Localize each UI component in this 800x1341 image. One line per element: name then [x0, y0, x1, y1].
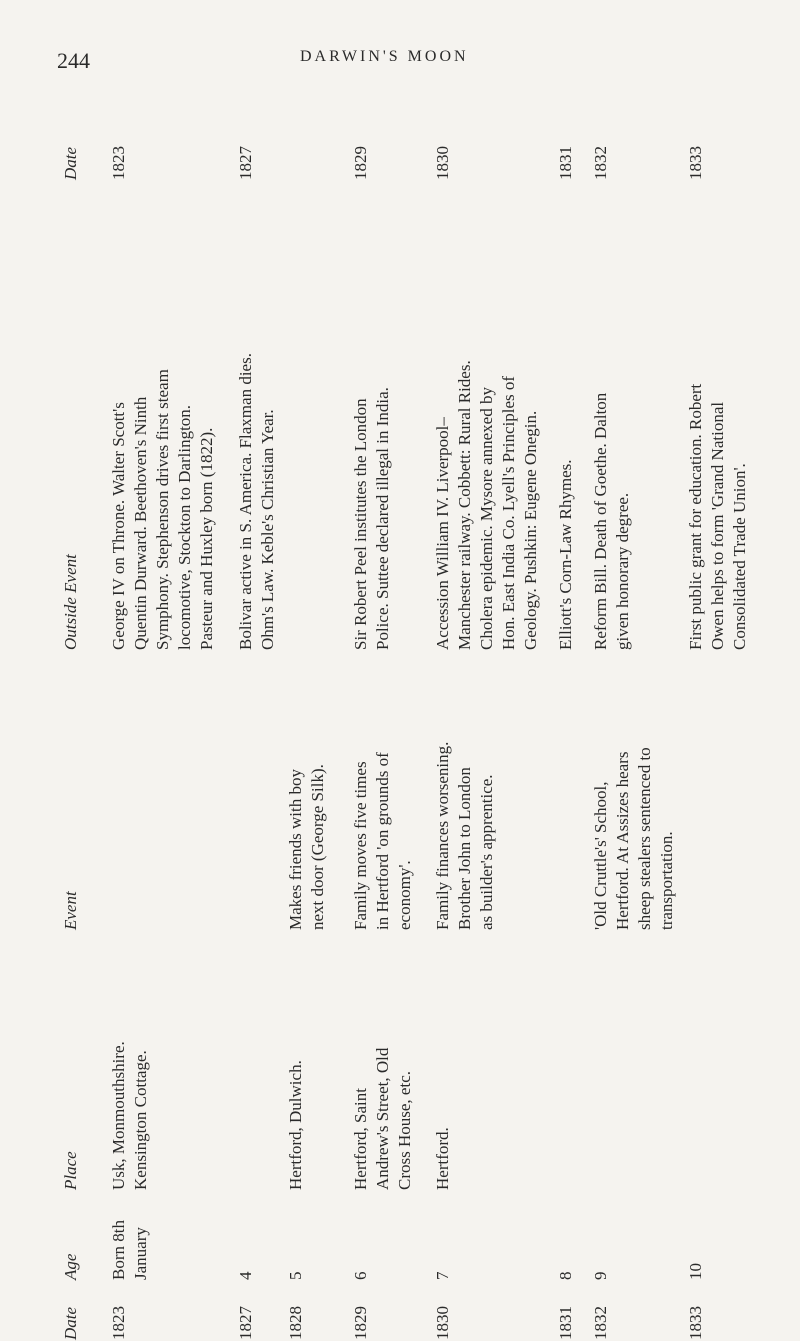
- row-date-right: 1831: [556, 146, 575, 180]
- header-date: Date: [61, 1306, 80, 1340]
- page-header: [0, 0, 800, 90]
- row-date-right: 1823: [109, 146, 128, 180]
- row-date-right: 1830: [433, 146, 452, 180]
- row-place: Hertford.: [433, 1127, 452, 1190]
- row-date: 1833: [686, 1306, 705, 1340]
- chronology-table: [60, 80, 750, 1340]
- row-date: 1830: [433, 1306, 452, 1340]
- row-event: Family finances worsening. Brother John to London as builder's apprentice.: [433, 741, 496, 930]
- header-outside-event: Outside Event: [61, 554, 80, 650]
- row-outside-event: First public grant for education. Robert Owen helps to form 'Grand National Consolidated Trade Union'.: [686, 383, 749, 650]
- row-age: 6: [351, 1271, 370, 1280]
- row-place: Hertford, Saint Andrew's Street, Old Cross House, etc.: [351, 1047, 414, 1190]
- row-date-right: 1827: [236, 146, 255, 180]
- row-outside-event: Sir Robert Peel institutes the London Police. Suttee declared illegal in India.: [351, 387, 392, 650]
- row-age: Born 8th January: [109, 1220, 150, 1280]
- row-place: Usk, Monmouthshire. Kensington Cottage.: [109, 1041, 150, 1190]
- row-date-right: 1832: [591, 146, 610, 180]
- row-outside-event: George IV on Throne. Walter Scott's Quentin Durward. Beethoven's Ninth Symphony. Stephenson drives first steam locomotive, Stockton to Darlington. Pasteur and Huxley born (1822).: [109, 369, 216, 650]
- row-date: 1831: [556, 1306, 575, 1340]
- row-event: Family moves five times in Hertford 'on grounds of economy'.: [351, 752, 414, 930]
- page-number: 244: [57, 48, 90, 73]
- row-age: 8: [556, 1271, 575, 1280]
- row-event: 'Old Cruttle's' School, Hertford. At Assizes hears sheep stealers sentenced to transportation.: [591, 747, 676, 930]
- row-outside-event: Reform Bill. Death of Goethe. Dalton given honorary degree.: [591, 392, 632, 650]
- header-date-right: Date: [61, 146, 80, 180]
- row-age: 4: [236, 1271, 255, 1280]
- row-age: 9: [591, 1271, 610, 1280]
- row-outside-event: Accession William IV. Liverpool– Manchester railway. Cobbett: Rural Rides. Cholera epidemic. Mysore annexed by Hon. East India Co. Lyell's Principles of Geology. Pushkin: Eugene Onegin.: [433, 360, 540, 650]
- header-age: Age: [61, 1253, 80, 1280]
- row-date: 1827: [236, 1306, 255, 1340]
- row-age: 7: [433, 1271, 452, 1280]
- row-date-right: 1829: [351, 146, 370, 180]
- header-event: Event: [61, 891, 80, 930]
- header-place: Place: [61, 1151, 80, 1190]
- row-outside-event: Elliott's Corn-Law Rhymes.: [556, 459, 575, 650]
- row-age: 10: [686, 1263, 705, 1280]
- row-age: 5: [286, 1271, 305, 1280]
- row-place: Hertford, Dulwich.: [286, 1060, 305, 1190]
- row-date: 1828: [286, 1306, 305, 1340]
- row-date-right: 1833: [686, 146, 705, 180]
- row-date: 1823: [109, 1306, 128, 1340]
- running-title: DARWIN'S MOON: [300, 48, 469, 65]
- row-date: 1832: [591, 1306, 610, 1340]
- row-event: Makes friends with boy next door (George Silk).: [286, 764, 327, 930]
- row-date: 1829: [351, 1306, 370, 1340]
- row-outside-event: Bolivar active in S. America. Flaxman dies. Ohm's Law. Keble's Christian Year.: [236, 353, 277, 650]
